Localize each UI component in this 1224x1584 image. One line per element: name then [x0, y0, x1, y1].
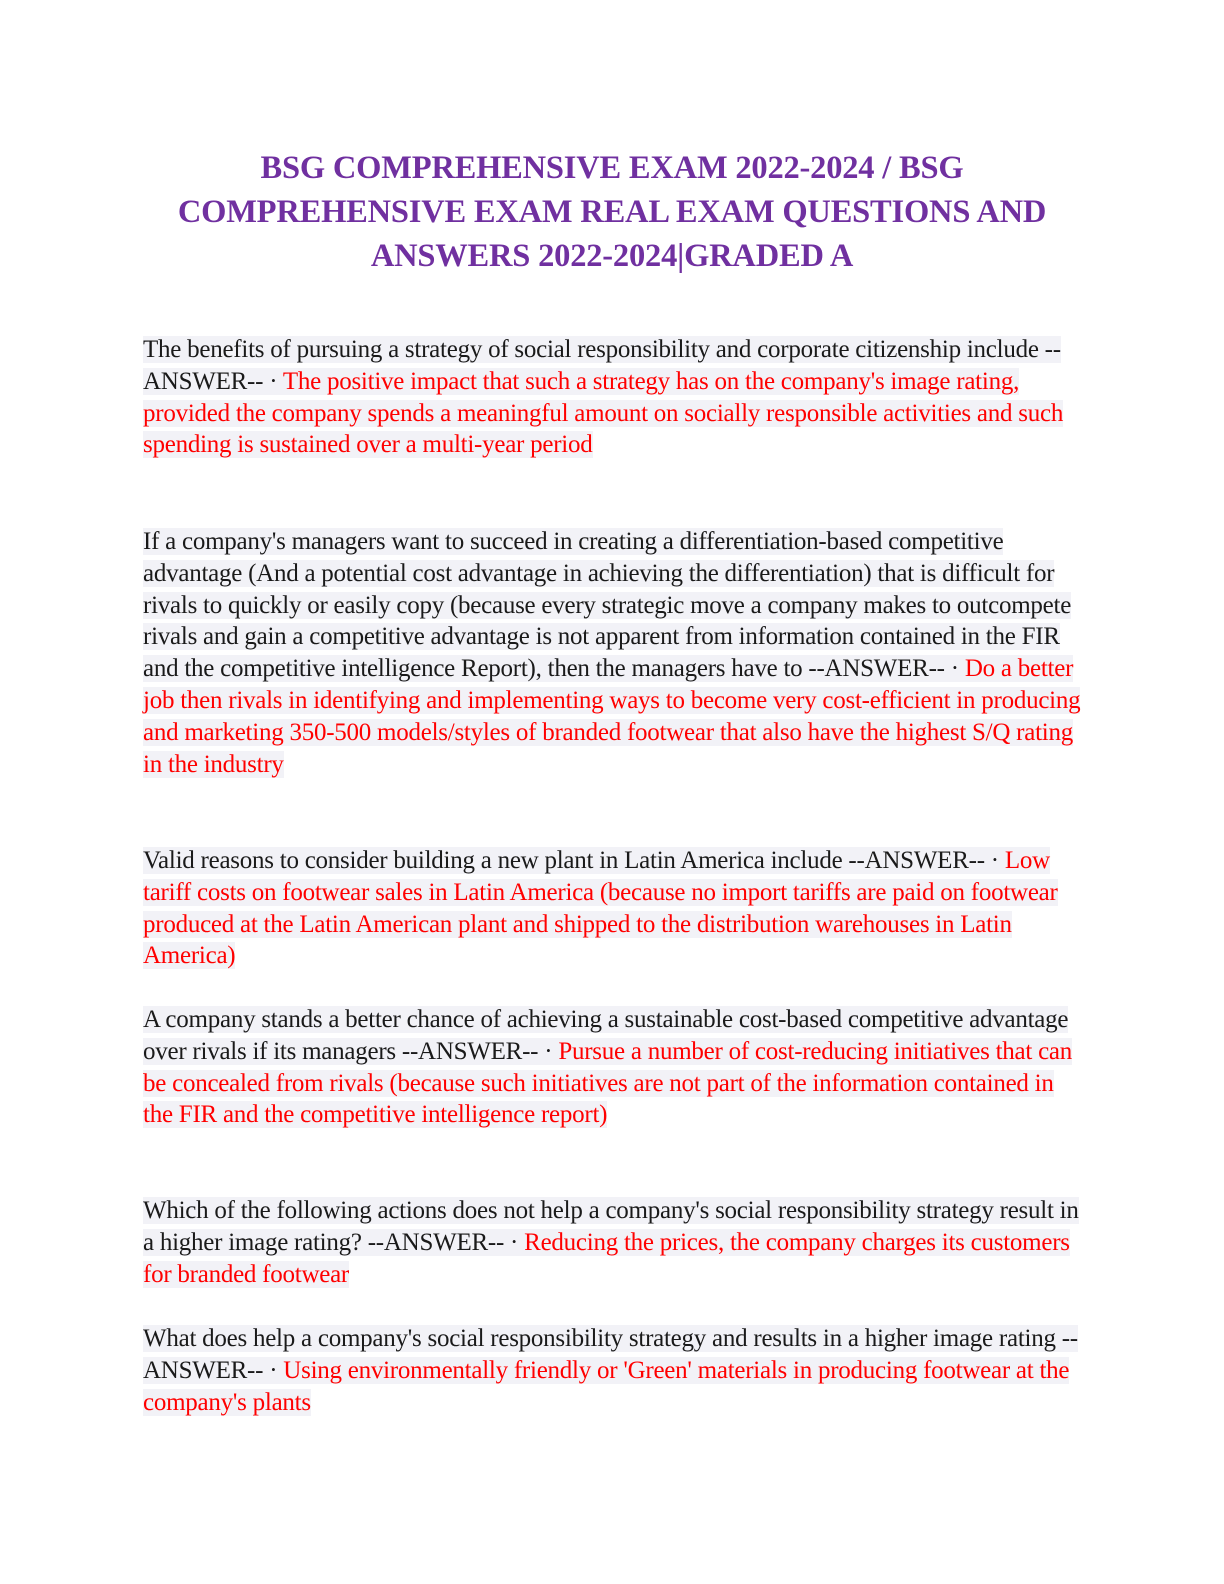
- question-text: A company stands a better chance of achieving a sustainable cost-based competitive advantage over rivals if its managers --ANSWER-- ·: [143, 1006, 1069, 1065]
- question-text: The benefits of pursuing a strategy of social responsibility and corporate citizenship include --ANSWER-- ·: [143, 336, 1061, 395]
- answer-text: The positive impact that such a strategy has on the company's image rating, provided the company spends a meaningful amount on socially responsible activities and such spending is sustained over a multi-year period: [143, 367, 1064, 459]
- document-title: BSG COMPREHENSIVE EXAM 2022-2024 / BSG COMPREHENSIVE EXAM REAL EXAM QUESTIONS AND ANSWERS 2022-2024|GRADED A: [177, 150, 1047, 274]
- qa-item: [143, 1195, 1088, 1290]
- qa-item: [143, 1323, 1088, 1418]
- answer-text: Using environmentally friendly or 'Green' materials in producing footwear at the company's plants: [143, 1356, 1070, 1416]
- question-text: Valid reasons to consider building a new plant in Latin America include --ANSWER-- ·: [143, 847, 1005, 874]
- question-text: Which of the following actions does not help a company's social responsibility strategy result in a higher image rating? --ANSWER-- ·: [143, 1197, 1079, 1256]
- question-text: What does help a company's social responsibility strategy and results in a higher image rating --ANSWER-- ·: [143, 1325, 1078, 1384]
- qa-item: [143, 334, 1088, 461]
- qa-item: [143, 1004, 1088, 1131]
- answer-text: Do a better job then rivals in identifying and implementing ways to become very cost-efficient in producing and marketing 350-500 models/styles of branded footwear that also have the highest S/Q rating in the industry: [143, 655, 1081, 778]
- question-text: If a company's managers want to succeed in creating a differentiation-based competitive advantage (And a potential cost advantage in achieving the differentiation) that is difficult for rivals to quickly or easily copy (because every strategic move a company makes to outcompete rivals and gain a competitive advantage is not apparent from information contained in the FIR and the competitive intelligence Report), then the managers have to --ANSWER-- ·: [143, 528, 1072, 683]
- answer-text: Low tariff costs on footwear sales in Latin America (because no import tariffs are paid on footwear produced at the Latin American plant and shipped to the distribution warehouses in Latin America): [143, 847, 1058, 970]
- answer-text: Reducing the prices, the company charges its customers for branded footwear: [143, 1228, 1070, 1288]
- qa-item: [143, 845, 1088, 972]
- qa-item: [143, 526, 1088, 780]
- answer-text: Pursue a number of cost-reducing initiatives that can be concealed from rivals (because such initiatives are not part of the information contained in the FIR and the competitive intelligence report): [143, 1037, 1073, 1129]
